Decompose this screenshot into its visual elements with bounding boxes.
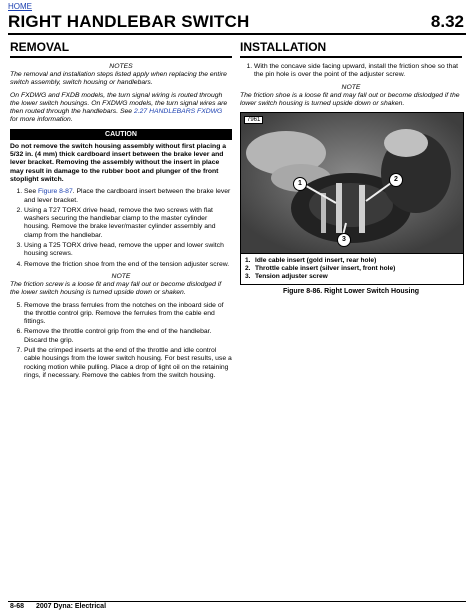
switch-housing-photo [241, 113, 463, 254]
removal-step-1 [24, 188, 232, 205]
figure-id: 7961 [244, 116, 263, 124]
installation-heading: INSTALLATION [240, 40, 462, 58]
legend-num: 3. [245, 273, 251, 281]
removal-step-7: 7. Pull the crimped inserts at the end of the throttle and idle control cable housings from the lower switch housing. For best results, use a rocking motion while pulling. Place a drop of light oil on the retaining rings, if necessary. Remove the cables from the switch housing. [24, 347, 232, 380]
removal-step-2: 2. Using a T27 TORX drive head, remove the two screws with flat washers securing the handlebar clamp to the master cylinder housing. Remove the brake lever/master cylinder assembly and clamp from the handlebar. [24, 207, 232, 240]
note-2-text-end: for more information. [10, 116, 73, 124]
legend-item-1 [245, 257, 459, 265]
home-link[interactable]: HOME [8, 2, 32, 11]
legend-item-2 [245, 265, 459, 273]
removal-steps-b [10, 302, 232, 381]
step-text: . Place the cardboard insert between the brake lever and lever bracket. [24, 188, 231, 204]
title-rule [8, 33, 466, 35]
removal-step-3: 3. Using a T25 TORX drive head, remove the upper and lower switch housing screws. [24, 242, 232, 259]
removal-heading: REMOVAL [10, 40, 232, 58]
step-text: See [24, 188, 38, 196]
install-note-heading: NOTE [341, 83, 361, 91]
figure-8-87-link[interactable]: Figure 8-87 [37, 188, 73, 196]
notes-heading: NOTES [109, 63, 133, 70]
installation-step-1: 1. With the concave side facing upward, install the friction shoe so that the pin hole is over the point of the adjuster screw. [254, 63, 462, 80]
callout-1: 1 [293, 177, 307, 191]
switch-housing-illustration [241, 113, 463, 253]
note-1: The removal and installation steps listed apply when replacing the entire switch assembly, switch housing or handlebars. [10, 71, 227, 87]
footer-rule [8, 601, 466, 602]
book-title: 2007 Dyna: Electrical [35, 603, 107, 610]
figure-caption: Figure 8-86. Right Lower Switch Housing [282, 288, 420, 296]
install-note: The friction shoe is a loose fit and may fall out or become dislodged if the lower switch housing is turned upside down or shaken. [240, 91, 460, 107]
callout-3: 3 [337, 233, 351, 247]
handlebars-link[interactable]: 2.27 HANDLEBARS FXDWG [133, 108, 223, 116]
legend-text: Idle cable insert (gold insert, rear hole) [255, 257, 377, 265]
note-3: The friction screw is a loose fit and may fall out or become dislodged if the lower switch housing is turned upside down or shaken. [10, 280, 222, 297]
installation-steps [240, 63, 462, 80]
figure-legend [241, 254, 463, 284]
legend-text: Throttle cable insert (silver insert, front hole) [255, 265, 396, 273]
removal-column [10, 40, 232, 384]
caution-banner: CAUTION [10, 129, 232, 140]
section-number: 8.32 [430, 12, 464, 31]
removal-steps-a [10, 188, 232, 269]
removal-step-5: 5. Remove the brass ferrules from the notches on the inboard side of the throttle control grip. Remove the ferrules from the cable end fittings. [24, 302, 232, 327]
installation-column [240, 40, 462, 295]
page-number: 8-68 [10, 603, 25, 610]
legend-num: 2. [245, 265, 251, 273]
legend-text: Tension adjuster screw [255, 273, 328, 281]
page-footer [10, 603, 106, 610]
legend-item-3 [245, 273, 459, 281]
page-title: RIGHT HANDLEBAR SWITCH [8, 12, 250, 31]
note-2-text: On FXDWG and FXDB models, the turn signal wiring is routed through the lower switch housings. On FXDWG models, the turn signal wires are then routed through the handlebars. See [10, 91, 228, 116]
figure-8-86 [240, 112, 464, 285]
legend-num: 1. [245, 257, 251, 265]
removal-step-4: 4. Remove the friction shoe from the end of the tension adjuster screw. [24, 261, 232, 269]
note-heading: NOTE [111, 272, 131, 280]
removal-step-6: 6. Remove the throttle control grip from the end of the handlebar. Discard the grip. [24, 328, 232, 345]
callout-2: 2 [389, 173, 403, 187]
caution-text: Do not remove the switch housing assembly without first placing a 5/32 in. (4 mm) thick cardboard insert between the brake lever and lever bracket. Removing the assembly without the insert in place may result in damage to the rubber boot and plunger of the front stoplight switch. [10, 142, 227, 183]
note-2 [10, 92, 232, 125]
